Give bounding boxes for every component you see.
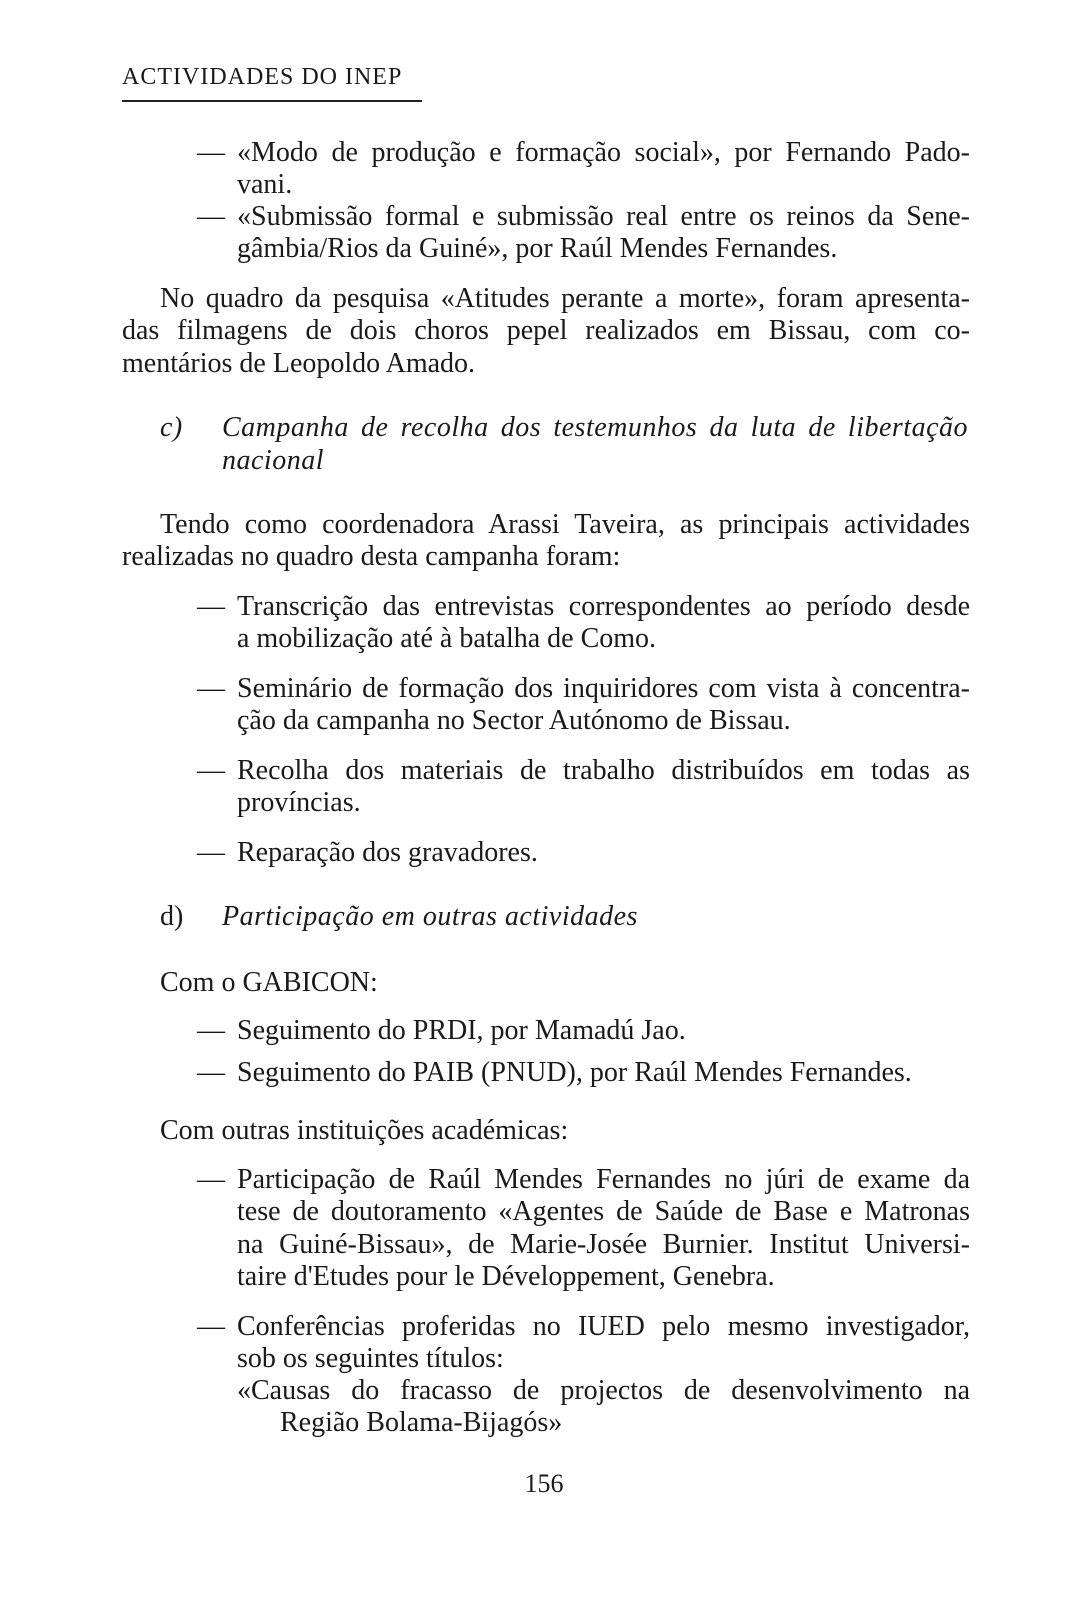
- text-line-p1b: das filmagens de dois choros pepel realizados em Bissau, com co-: [122, 315, 970, 346]
- list-dash: —: [197, 137, 225, 168]
- list-dash: —: [197, 1015, 225, 1046]
- text-line-l4: gâmbia/Rios da Guiné», por Raúl Mendes Fernandes.: [237, 233, 838, 264]
- text-line-t1b: a mobilização até à batalha de Como.: [237, 623, 657, 654]
- text-line-l2: vani.: [237, 169, 293, 200]
- list-dash: —: [197, 837, 225, 868]
- text-line-c-b: nacional: [222, 445, 324, 476]
- text-line-o2c: «Causas do fracasso de projectos de desenvolvimento na: [237, 1375, 970, 1406]
- text-line-p2b: realizadas no quadro desta campanha foram:: [122, 541, 621, 572]
- text-line-l1: «Modo de produção e formação social», por Fernando Pado-: [237, 137, 970, 168]
- text-line-t2a: Seminário de formação dos inquiridores com vista à concentra-: [237, 673, 970, 704]
- text-line-t3a: Recolha dos materiais de trabalho distribuídos em todas as: [237, 755, 970, 786]
- text-line-o1b: tese de doutoramento «Agentes de Saúde de Base e Matronas: [237, 1196, 970, 1227]
- text-line-o1d: taire d'Etudes pour le Développement, Genebra.: [237, 1261, 775, 1292]
- list-dash: —: [197, 201, 225, 232]
- running-header: ACTIVIDADES DO INEP: [122, 64, 403, 90]
- text-line-d-title: Participação em outras actividades: [222, 901, 638, 932]
- text-line-t3b: províncias.: [237, 787, 361, 818]
- list-dash: —: [197, 1164, 225, 1195]
- text-line-o2b: sob os seguintes títulos:: [237, 1343, 504, 1374]
- text-line-t4: Reparação dos gravadores.: [237, 837, 538, 868]
- text-line-d-label: d): [160, 901, 184, 932]
- text-line-g1: Seguimento do PRDI, por Mamadú Jao.: [237, 1015, 686, 1046]
- list-dash: —: [197, 1311, 225, 1342]
- text-line-p1a: No quadro da pesquisa «Atitudes perante a morte», foram apresenta-: [160, 283, 970, 314]
- list-dash: —: [197, 673, 225, 704]
- text-line-o2d: Região Bolama-Bijagós»: [280, 1407, 563, 1438]
- header-rule: [122, 100, 422, 102]
- text-line-o1c: na Guiné-Bissau», de Marie-Josée Burnier. Institut Universi-: [237, 1229, 970, 1260]
- text-line-outras: Com outras instituições académicas:: [160, 1115, 569, 1146]
- text-line-g2: Seguimento do PAIB (PNUD), por Raúl Mendes Fernandes.: [237, 1057, 912, 1088]
- text-line-p1c: mentários de Leopoldo Amado.: [122, 348, 476, 379]
- text-line-c-a: Campanha de recolha dos testemunhos da luta de libertação: [222, 412, 968, 443]
- text-line-p2a: Tendo como coordenadora Arassi Taveira, as principais actividades: [160, 509, 970, 540]
- text-line-l3: «Submissão formal e submissão real entre os reinos da Sene-: [237, 201, 970, 232]
- list-dash: —: [197, 755, 225, 786]
- text-line-o2a: Conferências proferidas no IUED pelo mesmo investigador,: [237, 1311, 970, 1342]
- text-line-t1a: Transcrição das entrevistas correspondentes ao período desde: [237, 591, 970, 622]
- text-line-gabicon: Com o GABICON:: [160, 967, 378, 998]
- list-dash: —: [197, 591, 225, 622]
- page-number: 156: [524, 1469, 564, 1498]
- list-dash: —: [197, 1057, 225, 1088]
- text-line-c-label: c): [160, 412, 183, 443]
- text-line-o1a: Participação de Raúl Mendes Fernandes no júri de exame da: [237, 1164, 970, 1195]
- text-line-t2b: ção da campanha no Sector Autónomo de Bissau.: [237, 705, 791, 736]
